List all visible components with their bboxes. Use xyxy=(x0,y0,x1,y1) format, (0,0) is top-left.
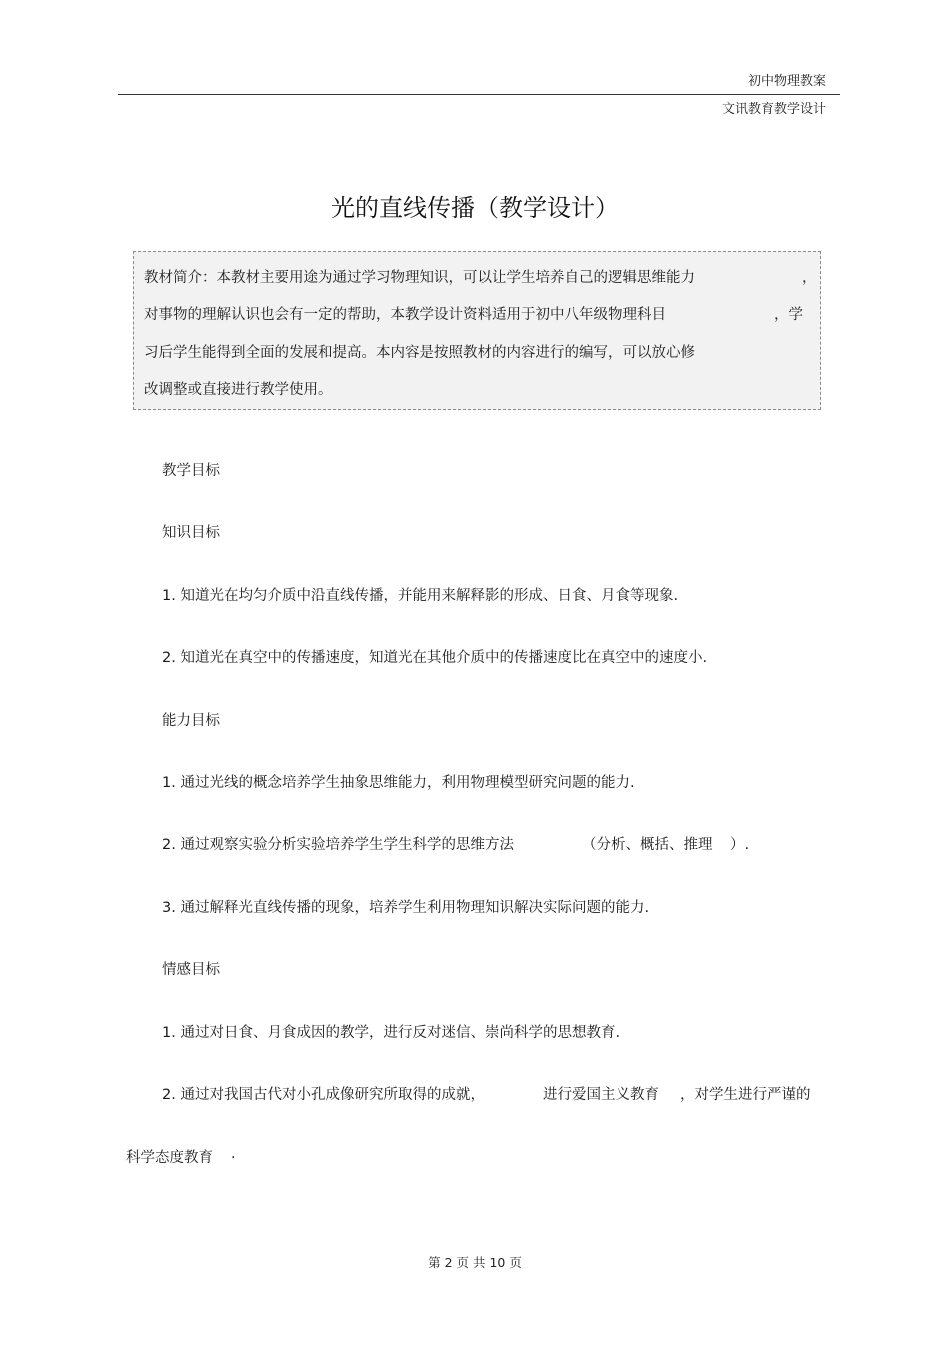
heading-emotion-goals: 情感目标 xyxy=(162,962,220,978)
ability-goal-2-end: ）. xyxy=(730,837,750,853)
heading-ability-goals: 能力目标 xyxy=(162,713,220,729)
document-title: 光的直线传播（教学设计） xyxy=(331,194,619,222)
emotion-goal-2-period: . xyxy=(231,1146,236,1162)
emotion-goal-2-rigor: ，对学生进行严谨的 xyxy=(680,1087,811,1103)
knowledge-goal-2: 2. 知道光在真空中的传播速度，知道光在其他介质中的传播速度比在真空中的速度小. xyxy=(162,650,708,666)
intro-line-3: 习后学生能得到全面的发展和提高。本内容是按照教材的内容进行的编写，可以放心修 xyxy=(144,345,695,361)
heading-teaching-goals: 教学目标 xyxy=(162,463,220,479)
ability-goal-1: 1. 通过光线的概念培养学生抽象思维能力，利用物理模型研究问题的能力. xyxy=(162,775,635,791)
textbook-intro-box xyxy=(133,251,821,410)
header-publisher-label: 文讯教育教学设计 xyxy=(721,102,826,117)
intro-line-2-tail: ，学 xyxy=(774,307,803,323)
emotion-goal-2: 2. 通过对我国古代对小孔成像研究所取得的成就， xyxy=(162,1087,485,1103)
emotion-goal-2-continued: 科学态度教育 xyxy=(126,1150,213,1166)
intro-line-1-tail: ， xyxy=(802,270,817,286)
page-number: 第 2 页 共 10 页 xyxy=(428,1255,522,1270)
ability-goal-2: 2. 通过观察实验分析实验培养学生学生科学的思维方法 xyxy=(162,837,514,853)
knowledge-goal-1: 1. 知道光在均匀介质中沿直线传播，并能用来解释影的形成、日食、月食等现象. xyxy=(162,588,679,604)
intro-line-1: 教材简介：本教材主要用途为通过学习物理知识，可以让学生培养自己的逻辑思维能力 xyxy=(144,270,695,286)
ability-goal-3: 3. 通过解释光直线传播的现象，培养学生利用物理知识解决实际问题的能力. xyxy=(162,900,650,916)
heading-knowledge-goals: 知识目标 xyxy=(162,525,220,541)
intro-line-2: 对事物的理解认识也会有一定的帮助，本教学设计资料适用于初中八年级物理科目 xyxy=(144,307,666,323)
intro-line-4: 改调整或直接进行教学使用。 xyxy=(144,382,333,398)
header-divider xyxy=(118,94,840,95)
emotion-goal-1: 1. 通过对日食、月食成因的教学，进行反对迷信、崇尚科学的思想教育. xyxy=(162,1025,621,1041)
emotion-goal-2-patriotism: 进行爱国主义教育 xyxy=(543,1087,659,1103)
ability-goal-2-methods: （分析、概括、推理 xyxy=(582,837,713,853)
header-subject-label: 初中物理教案 xyxy=(747,74,826,89)
